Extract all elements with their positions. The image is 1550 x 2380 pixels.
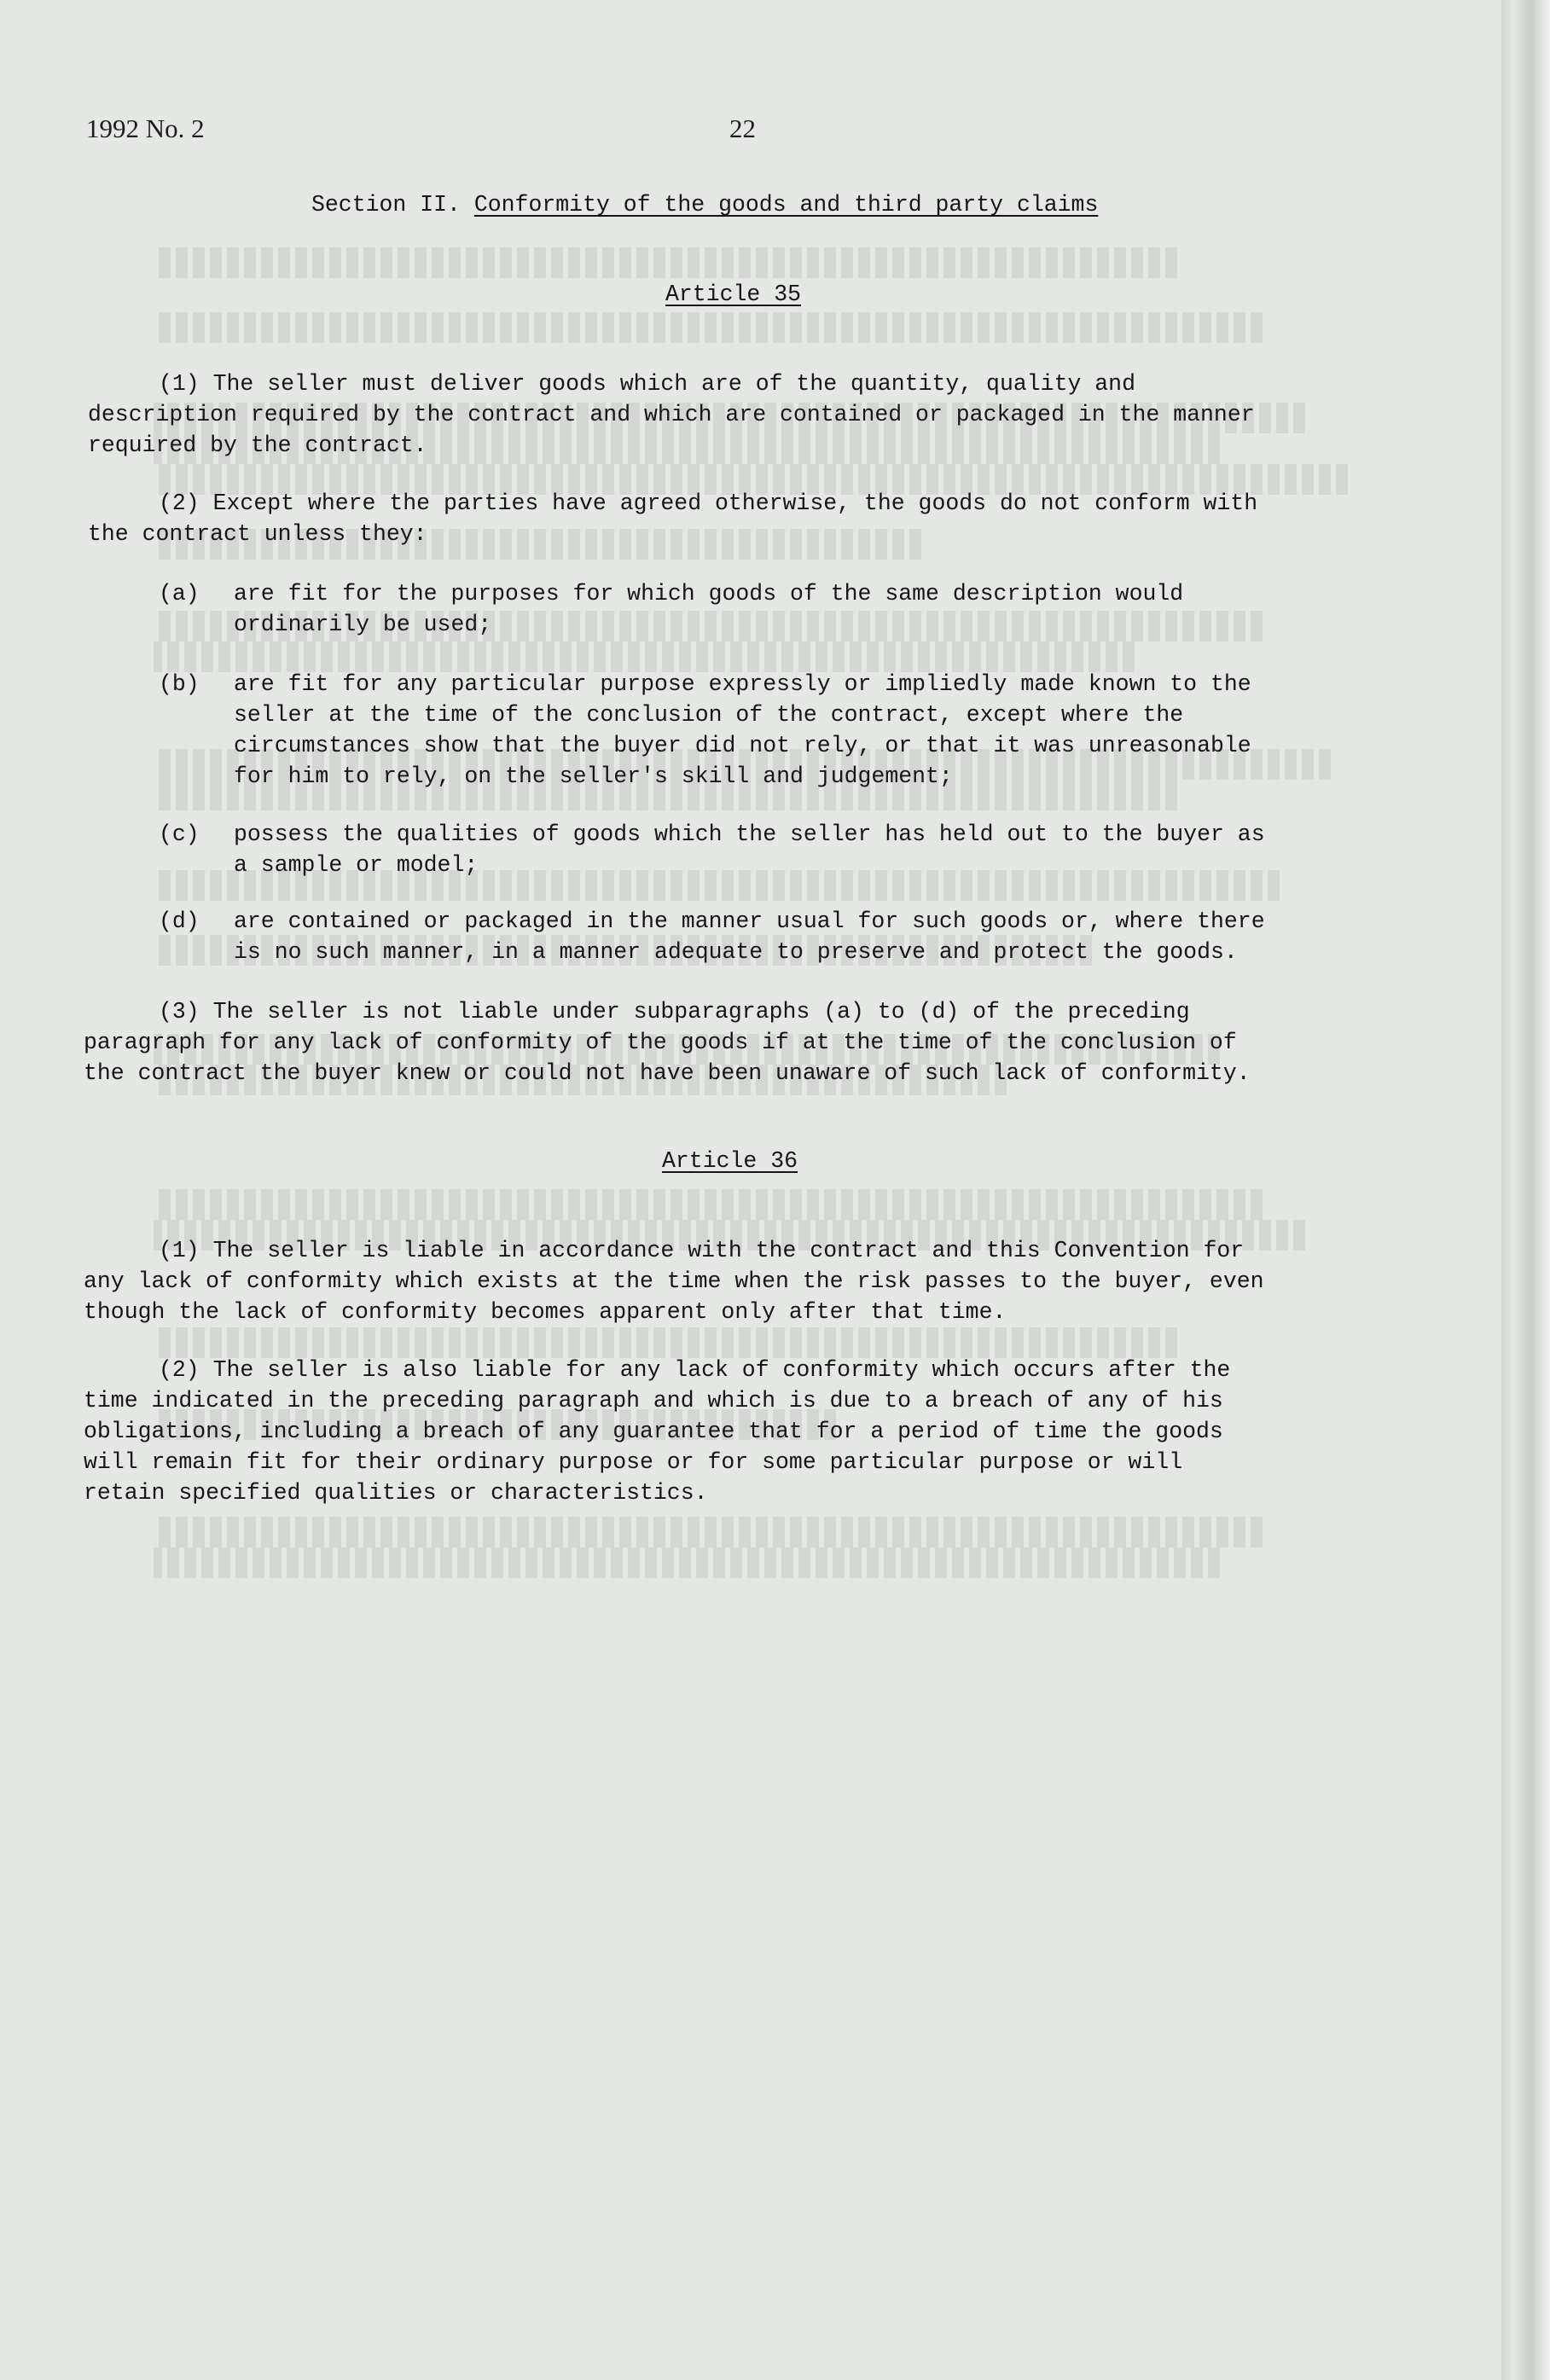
item-d-line-1: are contained or packaged in the manner usual for such goods or, where there (234, 908, 1265, 934)
article-36-para-1-line-2: any lack of conformity which exists at the time when the risk passes to the buyer, even (84, 1268, 1264, 1294)
document-reference: 1992 No. 2 (86, 113, 205, 143)
article-35-para-2-line-2: the contract unless they: (88, 521, 427, 547)
item-b-line-2: seller at the time of the conclusion of the contract, except where the (234, 702, 1184, 728)
page-number: 22 (729, 113, 756, 143)
item-d-label: (d) (159, 908, 200, 934)
item-c-line-1: possess the qualities of goods which the seller has held out to the buyer as (234, 821, 1265, 847)
article-35-para-1-line-2: description required by the contract and which are contained or packaged in the manner (88, 402, 1255, 427)
article-36-para-2-line-2: time indicated in the preceding paragraph and which is due to a breach of any of his (84, 1388, 1223, 1413)
item-c-line-2: a sample or model; (234, 852, 479, 878)
item-b-line-3: circumstances show that the buyer did not rely, or that it was unreasonable (234, 733, 1251, 758)
article-36-para-2-line-5: retain specified qualities or characteristics. (84, 1480, 708, 1506)
article-35-para-1-line-3: required by the contract. (88, 432, 427, 458)
article-36-para-1-line-3: though the lack of conformity becomes apparent only after that time. (84, 1299, 1007, 1325)
section-prefix: Section II. (311, 192, 461, 218)
article-35-para-1-line-1: (1) The seller must deliver goods which are of the quantity, quality and (159, 371, 1135, 397)
item-c-label: (c) (159, 821, 200, 847)
item-a-label: (a) (159, 581, 200, 607)
item-b-label: (b) (159, 671, 200, 697)
article-35-para-3-line-3: the contract the buyer knew or could not have been unaware of such lack of conformity. (84, 1060, 1251, 1086)
article-35-para-3-line-2: paragraph for any lack of conformity of the goods if at the time of the conclusion of (84, 1030, 1237, 1055)
item-a-line-1: are fit for the purposes for which goods of the same description would (234, 581, 1184, 607)
item-d-line-2: is no such manner, in a manner adequate to preserve and protect the goods. (234, 939, 1238, 965)
section-title: Conformity of the goods and third party claims (473, 192, 1099, 218)
article-35-para-3-line-1: (3) The seller is not liable under subparagraphs (a) to (d) of the preceding (159, 999, 1190, 1025)
item-b-line-1: are fit for any particular purpose expressly or impliedly made known to the (234, 671, 1251, 697)
item-b-line-4: for him to rely, on the seller's skill and judgement; (234, 763, 953, 789)
article-36-para-2-line-3: obligations, including a breach of any guarantee that for a period of time the goods (84, 1419, 1223, 1444)
article-36-para-1-line-1: (1) The seller is liable in accordance with the contract and this Convention for (159, 1238, 1245, 1263)
item-a-line-2: ordinarily be used; (234, 612, 492, 637)
article-35-para-2-line-1: (2) Except where the parties have agreed otherwise, the goods do not conform with (159, 491, 1258, 516)
article-36-para-2-line-4: will remain fit for their ordinary purpose or for some particular purpose or will (84, 1449, 1183, 1475)
article-36-title: Article 36 (662, 1148, 798, 1174)
article-36-para-2-line-1: (2) The seller is also liable for any lack of conformity which occurs after the (159, 1357, 1231, 1383)
section-heading (311, 189, 1098, 220)
article-35-title: Article 35 (665, 282, 802, 307)
page-edge-shadow (1501, 0, 1550, 2380)
